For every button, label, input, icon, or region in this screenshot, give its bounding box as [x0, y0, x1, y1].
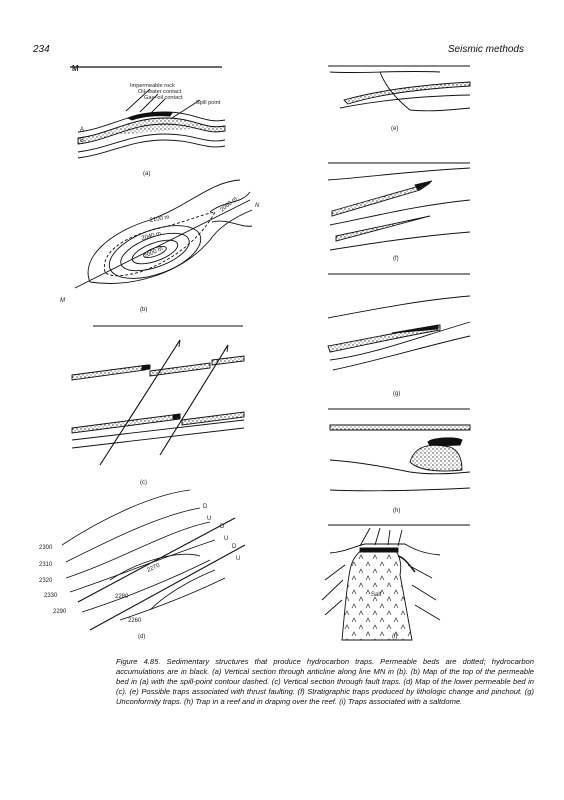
panel-c	[72, 326, 244, 465]
panel-a-line-label: M	[72, 64, 79, 73]
panel-a-label: (a)	[143, 171, 151, 177]
caption-text: Sedimentary structures that produce hydrocarbon traps. Permeable beds are dotted; hydrocarbon accumulations are in black. (a) Vertical section through anticline along line MN in (b). (b) Map of the top of the permeable bed in (a) with the spill-point contour dashed. (c) Vertical section through fault traps. (d) Map of the lower permeable bed in (c). (e) Possible traps associated with thrust faulting. (f) Stratigraphic traps produced by lithologic change and pinchout. (g) Unconformity traps. (h) Trap in a reef and in draping over the reef. (i) Traps associated with a saltdome.	[116, 657, 534, 707]
page-number: 234	[33, 44, 50, 55]
caption-figure-number: Figure 4.85.	[116, 657, 161, 666]
panel-b-endpoint-n: N	[255, 203, 260, 209]
panel-d-fault-u1: U	[207, 516, 212, 522]
panel-h	[328, 409, 470, 491]
panel-b-contour-2100: 2100 m	[149, 214, 171, 224]
figure-caption	[116, 657, 534, 707]
panel-d-contour-2260: 2260	[128, 618, 142, 624]
panel-d-fault-u3: U	[236, 556, 241, 562]
panel-i	[322, 525, 470, 640]
panel-d	[62, 490, 245, 630]
panel-e-label: (e)	[391, 126, 399, 132]
panel-g	[328, 274, 470, 370]
panel-d-contour-2270: 2270	[146, 562, 161, 574]
panel-d-contour-2320: 2320	[39, 578, 53, 584]
panel-b-endpoint-m: M	[60, 298, 65, 304]
panel-a-layer-a: A	[80, 127, 85, 133]
panel-d-label: (d)	[138, 634, 146, 640]
panel-a-annotation-impermeable: Impermeable rock	[130, 83, 175, 89]
panel-b-label: (b)	[140, 307, 148, 313]
panel-b	[75, 180, 252, 289]
panel-f	[328, 163, 470, 250]
running-head: Seismic methods	[447, 44, 524, 55]
panel-a	[70, 67, 225, 158]
panel-a-annotation-owc: Oil–water contact	[138, 89, 182, 95]
panel-a-annotation-spill: Spill point	[196, 100, 221, 106]
panel-d-fault-d1: D	[203, 504, 208, 510]
panel-i-label: (i)	[392, 634, 398, 640]
panel-i-salt-label: Salt	[371, 592, 382, 598]
panel-d-contour-2330: 2330	[44, 593, 58, 599]
panel-c-label: (c)	[140, 480, 147, 486]
panel-e	[328, 66, 470, 111]
panel-d-fault-d2: D	[220, 524, 225, 530]
panel-a-annotation-goc: Gas–oil contact	[144, 95, 183, 101]
panel-g-label: (g)	[393, 391, 401, 397]
panel-d-fault-u2: U	[224, 536, 229, 542]
panel-b-contour-2060: 2060 m	[219, 196, 239, 214]
panel-d-fault-d3: D	[232, 544, 237, 550]
panel-d-contour-2300: 2300	[39, 545, 53, 551]
panel-h-label: (h)	[393, 508, 401, 514]
panel-d-contour-2290: 2290	[53, 609, 67, 615]
panel-f-label: (f)	[393, 256, 399, 262]
panel-b-contour-2040: 2040 m	[140, 230, 162, 242]
panel-d-contour-2310: 2310	[39, 562, 53, 568]
panel-d-contour-2280: 2280	[115, 594, 129, 600]
panel-b-contour-2000: 2000 m	[143, 245, 164, 260]
panel-a-layer-b: B	[80, 138, 85, 144]
